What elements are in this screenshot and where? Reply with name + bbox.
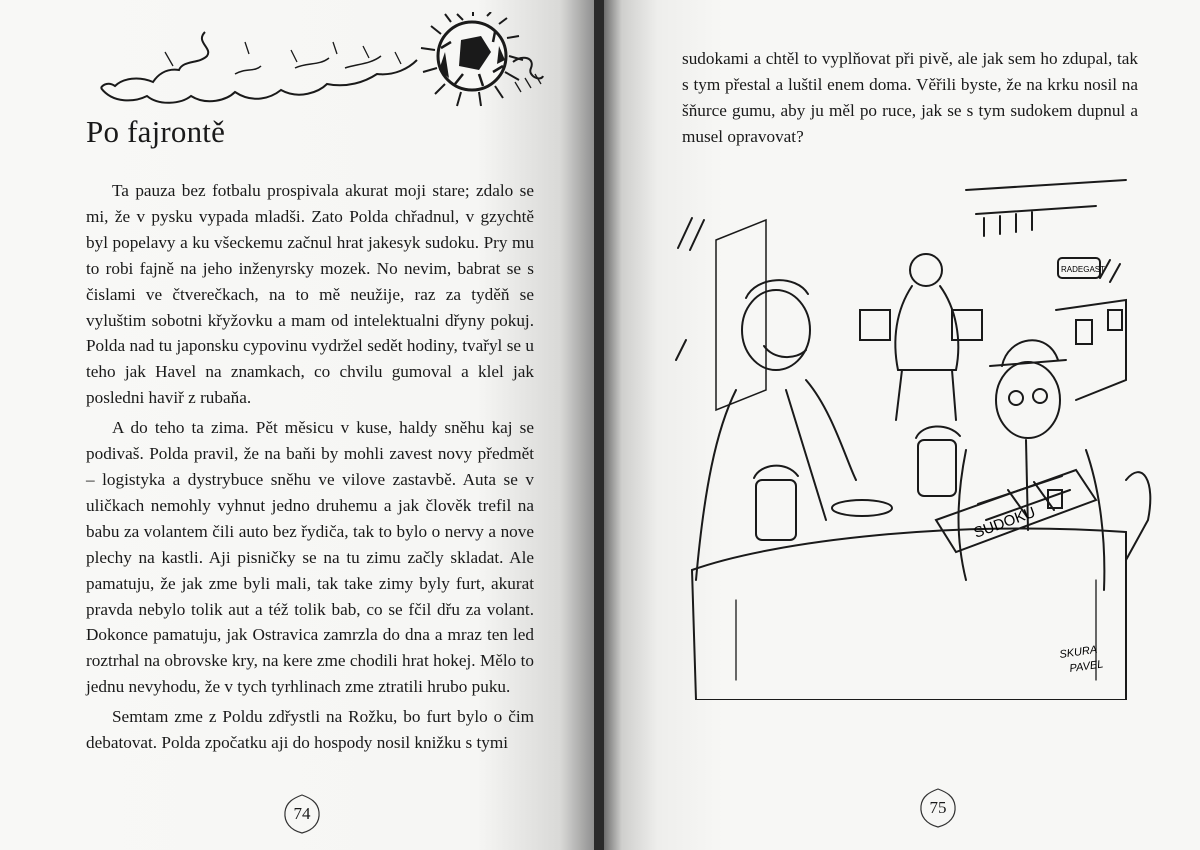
chapter-title: Po fajrontě: [86, 114, 226, 149]
paragraph: Semtam zme z Poldu zdřystli na Rožku, bo furt bylo o čim debatovat. Polda zpočatku aji do hospody nosil knižku s tymi: [86, 707, 534, 753]
left-page-text: [86, 178, 534, 760]
right-page: [604, 0, 1200, 850]
page-number-right: [922, 792, 954, 824]
paragraph: sudokami a chtěl to vyplňovat při pivě, ale jak sem ho zdupal, tak s tym přestal a luštil enem doma. Věřili byste, že na krku nosil na šňurce gumu, aby ju měl po ruce, jak se s tym sudokem dupnul a musel opravovat?: [682, 49, 1138, 146]
page-number-text: 75: [929, 798, 947, 817]
newspaper-label: SUDOKU: [971, 503, 1038, 542]
page-number-frame-icon: [916, 786, 960, 830]
signature-line-2: PAVEL: [1068, 658, 1105, 675]
sign-label: RADEGAST: [1061, 265, 1106, 274]
left-page: [0, 0, 596, 850]
paragraph: A do teho ta zima. Pět měsicu v kuse, haldy sněhu kaj se podivaš. Polda pravil, že na baňi by mohli zavest novy předmět – logistyka a dystrybuce sněhu ve vilove zastavbě. Auta se v uličkach nemohly vyhnut jedno druhemu a jak člověk trefil na babu za volantem čili auto bez řydiča, tak to bylo o nervy a nove plechy na kastli. Aji pisničky se na tu zimu začly skladat. Ale pamatuju, že jak zme byli mali, tak take zimy byly furt, akurat pravda nebylo tolik aut a též tolik bab, co se fčil dřu za volant. Dokonce pamatuju, jak Ostravica zamrzla do dna a mraz ten led roztrhal na obrovske kry, na kere zme chodili hrat hokej. Mělo to jednu nevyhodu, že v tych tyrhlinach zme ztratili hrubo puku.: [86, 418, 534, 697]
paragraph: Ta pauza bez fotbalu prospivala akurat moji stare; zdalo se mi, že v pysku vypada mladši. Zato Polda chřadnul, v gzychtě byl popelavy a ku všeckemu začnul hrat jakesyk sudoku. Pry mu to robi fajně na jeho inženyrsky mozek. No nevim, babrat se s čislami ve čtverečkach, na to mě neužije, raz za tyděň se vyluštim sobotni křyžovku a mam od intelektualni dřyny pokuj. Polda nad tu japonsku cypovinu vydržel sedět hodiny, tvařyl se u teho jak Havel na znamkach, co chvilu gumoval a klel jak posledni haviř z rubaňa.: [86, 181, 534, 408]
right-page-text: [682, 46, 1138, 154]
page-number-frame-icon: [280, 792, 324, 836]
pub-cartoon-illustration: [656, 160, 1156, 700]
signature-line-1: SKURA: [1058, 643, 1098, 661]
sun-football-doodle: [95, 12, 545, 122]
page-number-text: 74: [293, 804, 311, 823]
page-number-left: [286, 798, 318, 830]
